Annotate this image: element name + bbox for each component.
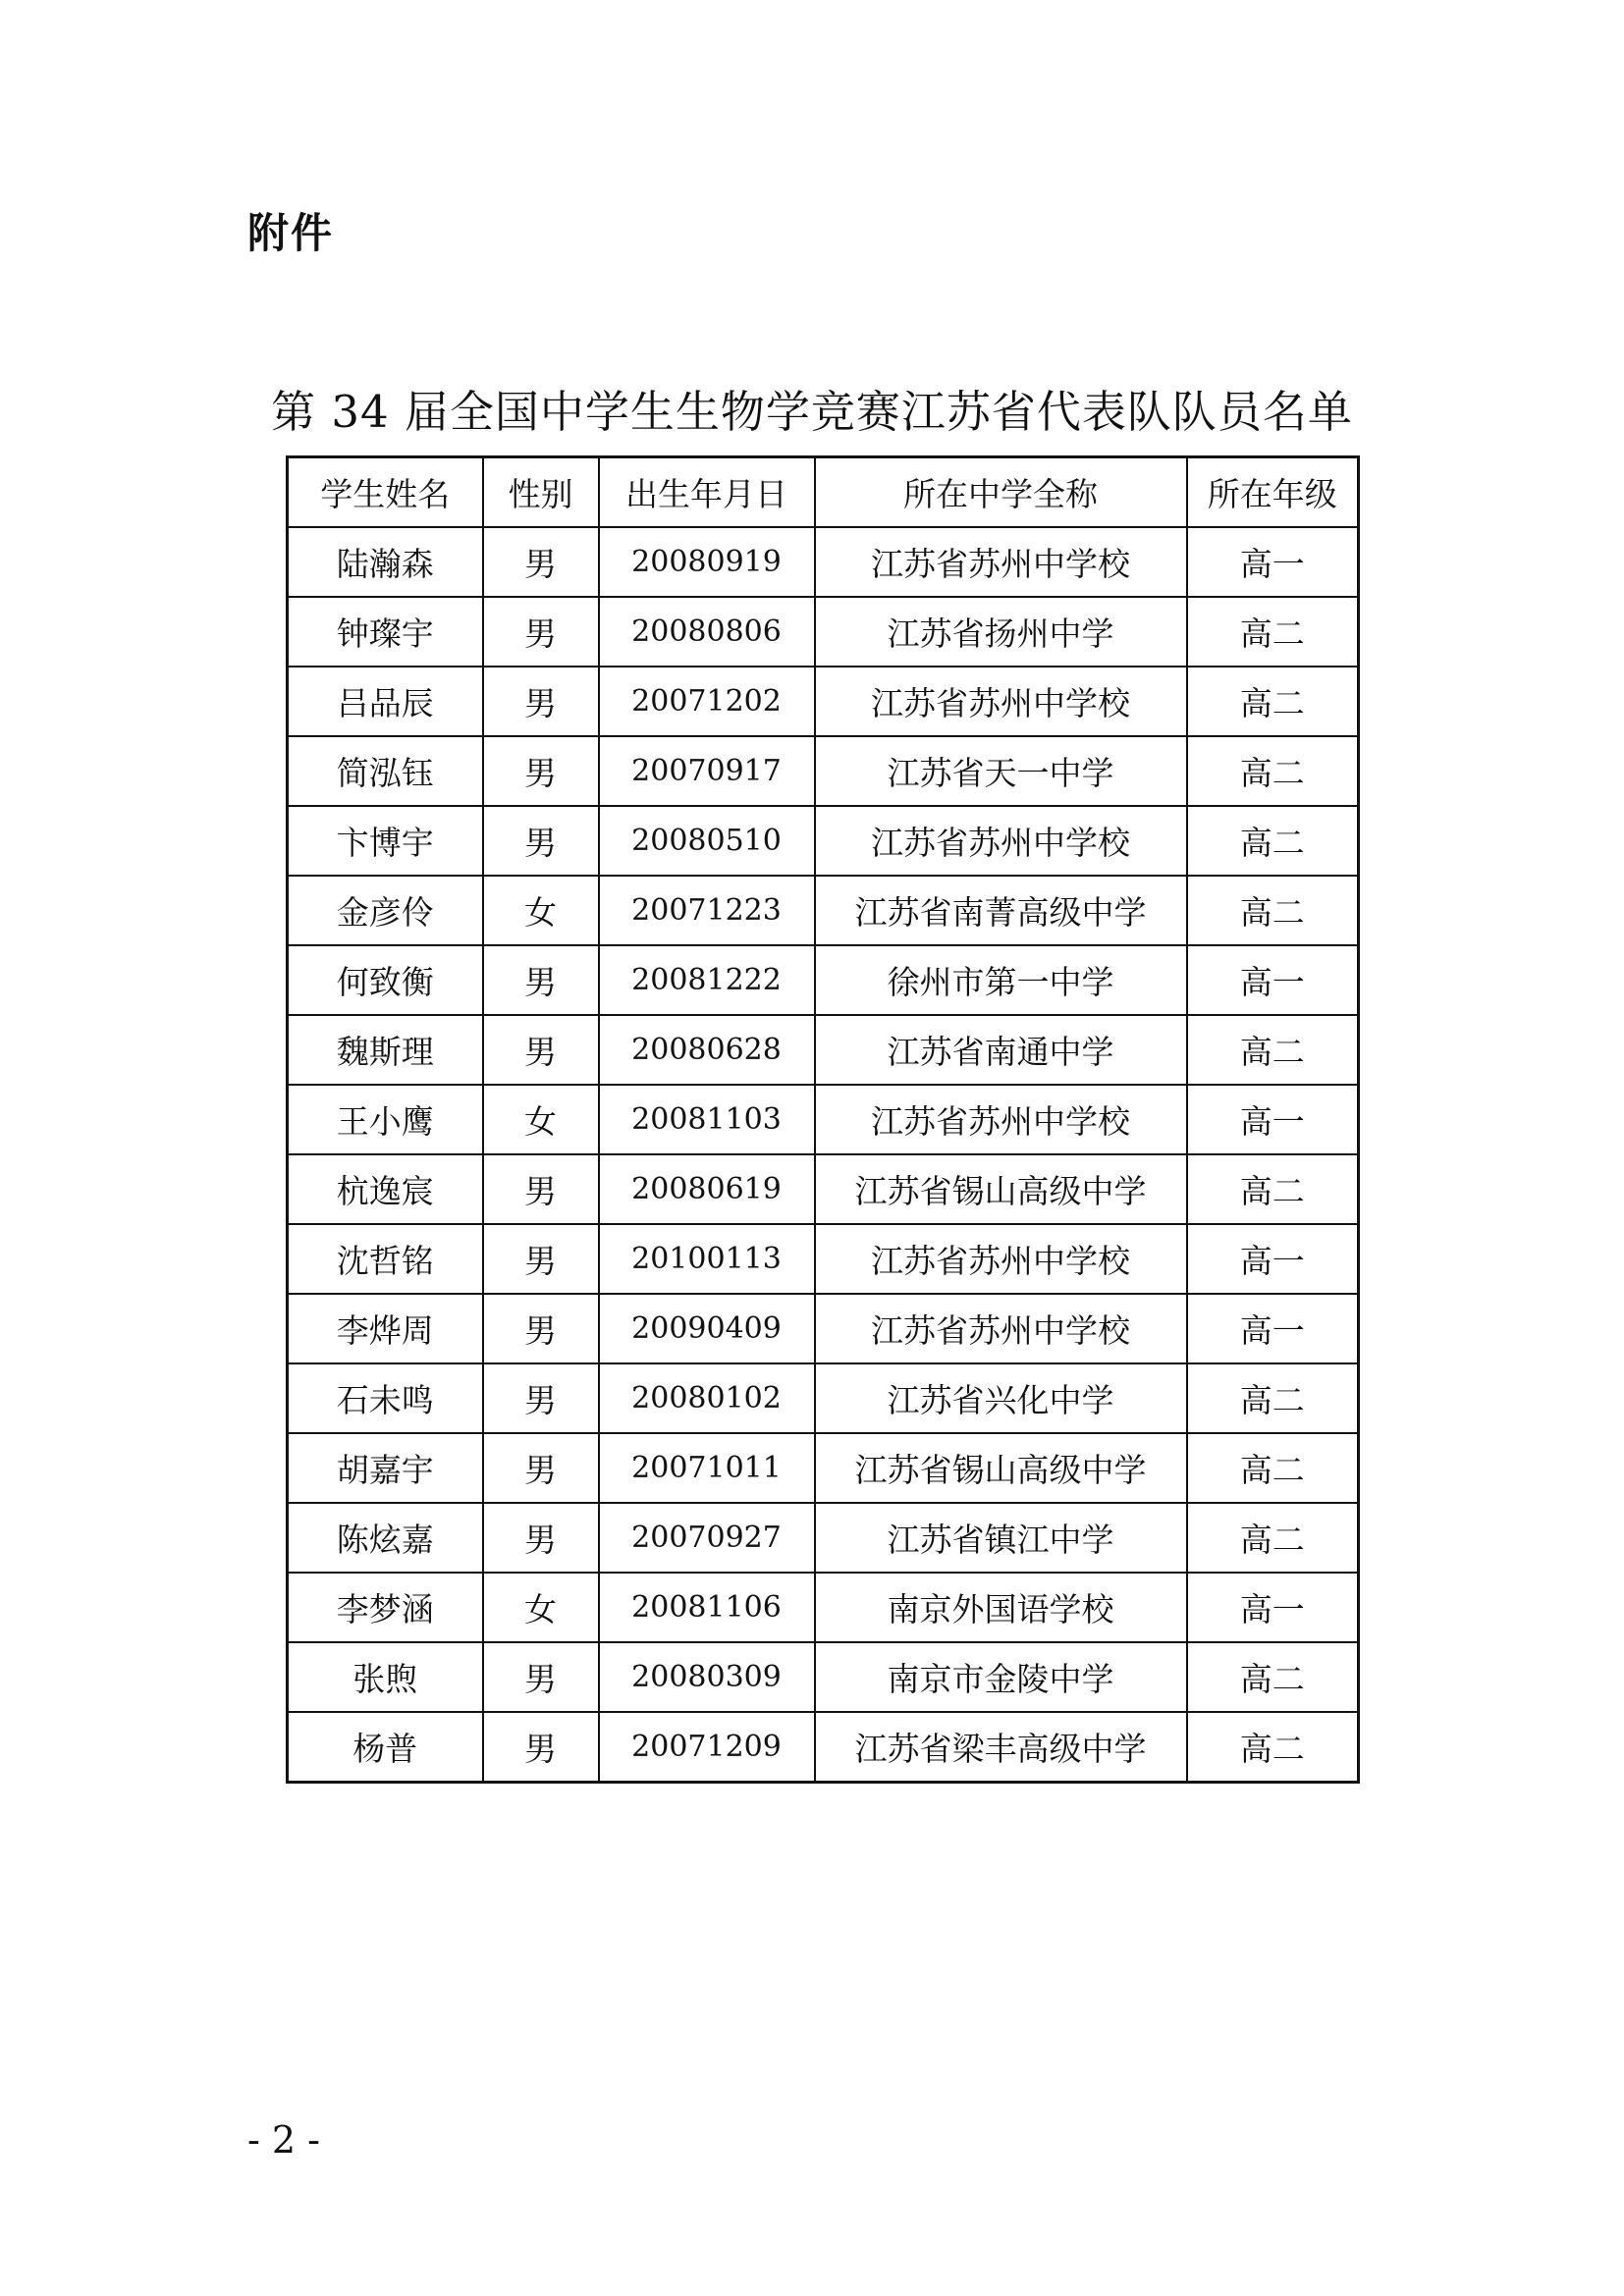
- cell-gender: 女: [483, 1085, 599, 1154]
- page-number: - 2 -: [247, 2118, 321, 2162]
- cell-student-name: 杭逸宸: [288, 1154, 483, 1224]
- table-row: [288, 1503, 1359, 1573]
- table-row: [288, 736, 1359, 806]
- cell-grade: 高一: [1187, 1085, 1359, 1154]
- cell-school: 江苏省天一中学: [815, 736, 1187, 806]
- table-row: [288, 667, 1359, 736]
- cell-grade: 高一: [1187, 1573, 1359, 1642]
- cell-grade: 高一: [1187, 1224, 1359, 1294]
- cell-gender: 男: [483, 1712, 599, 1783]
- cell-student-name: 金彦伶: [288, 876, 483, 945]
- cell-birth-date: 20071209: [599, 1712, 815, 1783]
- cell-school: 江苏省兴化中学: [815, 1363, 1187, 1433]
- cell-grade: 高二: [1187, 1015, 1359, 1085]
- cell-birth-date: 20081103: [599, 1085, 815, 1154]
- cell-grade: 高二: [1187, 667, 1359, 736]
- header-school-full-name: 所在中学全称: [815, 457, 1187, 528]
- cell-student-name: 石未鸣: [288, 1363, 483, 1433]
- cell-birth-date: 20070917: [599, 736, 815, 806]
- cell-gender: 男: [483, 1224, 599, 1294]
- cell-birth-date: 20100113: [599, 1224, 815, 1294]
- cell-birth-date: 20080919: [599, 527, 815, 597]
- cell-birth-date: 20090409: [599, 1294, 815, 1363]
- cell-birth-date: 20080309: [599, 1642, 815, 1712]
- cell-student-name: 吕品辰: [288, 667, 483, 736]
- header-row: [288, 457, 1359, 528]
- cell-student-name: 陆瀚森: [288, 527, 483, 597]
- cell-gender: 男: [483, 1154, 599, 1224]
- document-title: 第 34 届全国中学生生物学竞赛江苏省代表队队员名单: [271, 386, 1353, 438]
- table-row: [288, 597, 1359, 667]
- cell-student-name: 王小鹰: [288, 1085, 483, 1154]
- cell-school: 徐州市第一中学: [815, 945, 1187, 1015]
- cell-school: 江苏省苏州中学校: [815, 1224, 1187, 1294]
- cell-school: 江苏省镇江中学: [815, 1503, 1187, 1573]
- cell-birth-date: 20080806: [599, 597, 815, 667]
- table-row: [288, 527, 1359, 597]
- cell-birth-date: 20080619: [599, 1154, 815, 1224]
- cell-grade: 高二: [1187, 876, 1359, 945]
- roster-table: [286, 455, 1360, 1784]
- cell-gender: 男: [483, 597, 599, 667]
- cell-birth-date: 20070927: [599, 1503, 815, 1573]
- cell-school: 江苏省锡山高级中学: [815, 1433, 1187, 1503]
- cell-student-name: 钟璨宇: [288, 597, 483, 667]
- cell-gender: 男: [483, 736, 599, 806]
- cell-birth-date: 20071202: [599, 667, 815, 736]
- cell-student-name: 何致衡: [288, 945, 483, 1015]
- cell-school: 江苏省南菁高级中学: [815, 876, 1187, 945]
- cell-birth-date: 20080510: [599, 806, 815, 876]
- table-row: [288, 945, 1359, 1015]
- cell-gender: 男: [483, 667, 599, 736]
- table-row: [288, 1573, 1359, 1642]
- cell-grade: 高二: [1187, 1503, 1359, 1573]
- cell-gender: 女: [483, 1573, 599, 1642]
- cell-student-name: 胡嘉宇: [288, 1433, 483, 1503]
- table-row: [288, 1294, 1359, 1363]
- table-row: [288, 1224, 1359, 1294]
- table-row: [288, 1363, 1359, 1433]
- cell-school: 南京市金陵中学: [815, 1642, 1187, 1712]
- table-row: [288, 1015, 1359, 1085]
- cell-birth-date: 20071223: [599, 876, 815, 945]
- header-student-name: 学生姓名: [288, 457, 483, 528]
- table-row: [288, 1712, 1359, 1783]
- cell-student-name: 沈哲铭: [288, 1224, 483, 1294]
- cell-school: 江苏省苏州中学校: [815, 1294, 1187, 1363]
- cell-gender: 男: [483, 1503, 599, 1573]
- cell-school: 江苏省苏州中学校: [815, 667, 1187, 736]
- cell-birth-date: 20081106: [599, 1573, 815, 1642]
- table-row: [288, 1154, 1359, 1224]
- cell-school: 江苏省苏州中学校: [815, 806, 1187, 876]
- cell-school: 江苏省南通中学: [815, 1015, 1187, 1085]
- table-row: [288, 806, 1359, 876]
- cell-grade: 高一: [1187, 1294, 1359, 1363]
- cell-student-name: 卞博宇: [288, 806, 483, 876]
- cell-school: 江苏省扬州中学: [815, 597, 1187, 667]
- header-gender: 性别: [483, 457, 599, 528]
- cell-grade: 高二: [1187, 597, 1359, 667]
- cell-gender: 男: [483, 1363, 599, 1433]
- cell-gender: 男: [483, 1642, 599, 1712]
- table-row: [288, 1085, 1359, 1154]
- cell-grade: 高二: [1187, 1712, 1359, 1783]
- cell-grade: 高二: [1187, 1433, 1359, 1503]
- cell-student-name: 李烨周: [288, 1294, 483, 1363]
- attachment-label: 附件: [247, 209, 335, 257]
- cell-school: 江苏省梁丰高级中学: [815, 1712, 1187, 1783]
- cell-grade: 高二: [1187, 806, 1359, 876]
- cell-gender: 男: [483, 945, 599, 1015]
- cell-gender: 男: [483, 806, 599, 876]
- table-row: [288, 1433, 1359, 1503]
- cell-gender: 男: [483, 1294, 599, 1363]
- cell-grade: 高二: [1187, 736, 1359, 806]
- cell-grade: 高二: [1187, 1363, 1359, 1433]
- cell-birth-date: 20071011: [599, 1433, 815, 1503]
- header-birth-date: 出生年月日: [599, 457, 815, 528]
- header-grade: 所在年级: [1187, 457, 1359, 528]
- table-row: [288, 876, 1359, 945]
- cell-birth-date: 20080102: [599, 1363, 815, 1433]
- cell-gender: 男: [483, 1433, 599, 1503]
- table-header: [288, 457, 1359, 528]
- cell-gender: 男: [483, 1015, 599, 1085]
- cell-gender: 女: [483, 876, 599, 945]
- cell-grade: 高二: [1187, 1154, 1359, 1224]
- table-body: [288, 527, 1359, 1783]
- cell-student-name: 李梦涵: [288, 1573, 483, 1642]
- cell-grade: 高一: [1187, 527, 1359, 597]
- cell-student-name: 陈炫嘉: [288, 1503, 483, 1573]
- cell-grade: 高一: [1187, 945, 1359, 1015]
- cell-birth-date: 20081222: [599, 945, 815, 1015]
- cell-school: 南京外国语学校: [815, 1573, 1187, 1642]
- cell-birth-date: 20080628: [599, 1015, 815, 1085]
- cell-gender: 男: [483, 527, 599, 597]
- cell-student-name: 杨普: [288, 1712, 483, 1783]
- cell-grade: 高二: [1187, 1642, 1359, 1712]
- cell-student-name: 魏斯理: [288, 1015, 483, 1085]
- cell-student-name: 简泓钰: [288, 736, 483, 806]
- cell-school: 江苏省苏州中学校: [815, 1085, 1187, 1154]
- table-row: [288, 1642, 1359, 1712]
- cell-student-name: 张煦: [288, 1642, 483, 1712]
- cell-school: 江苏省锡山高级中学: [815, 1154, 1187, 1224]
- cell-school: 江苏省苏州中学校: [815, 527, 1187, 597]
